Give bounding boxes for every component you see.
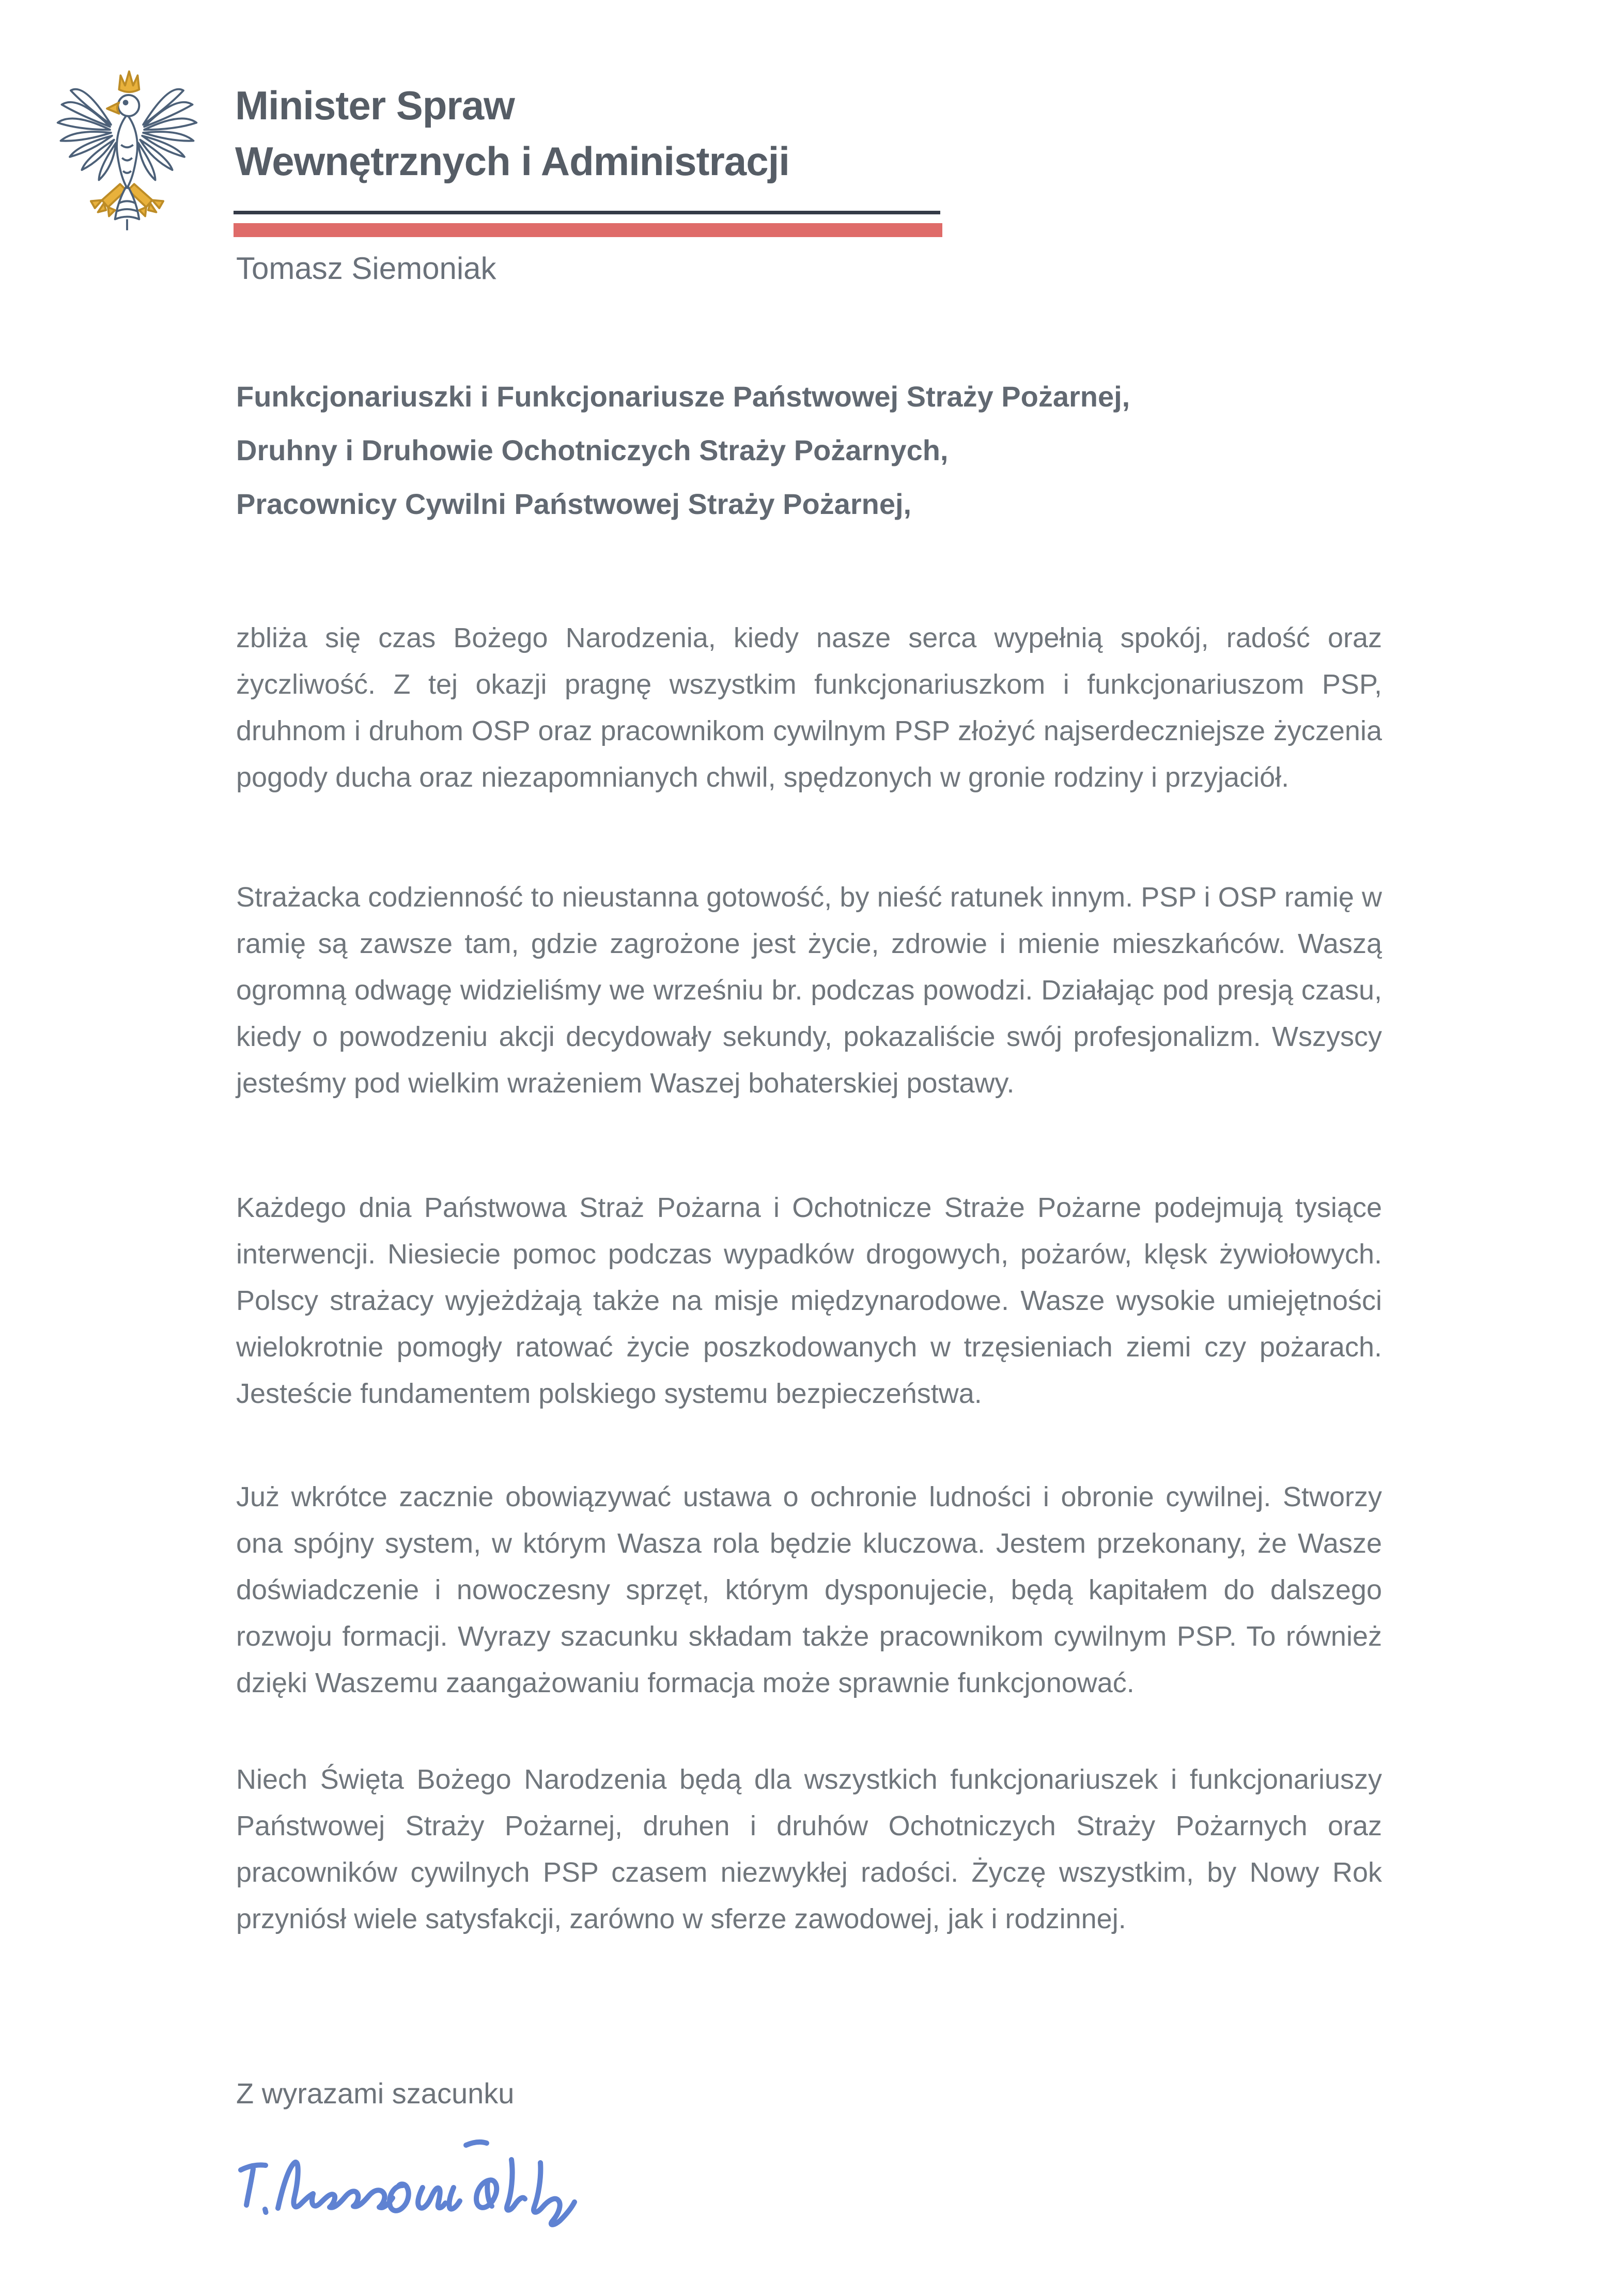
ministry-title-line1: Minister Spraw xyxy=(235,83,515,128)
handwritten-signature xyxy=(232,2136,604,2231)
minister-name: Tomasz Siemoniak xyxy=(236,251,496,286)
ministry-title-line2: Wewnętrznych i Administracji xyxy=(235,138,789,184)
ministry-title xyxy=(235,77,789,189)
salutation-line-3: Pracownicy Cywilni Państwowej Straży Pożarnej, xyxy=(236,488,912,520)
salutation-line-2: Druhny i Druhowie Ochotniczych Straży Pożarnych, xyxy=(236,434,949,466)
salutation-line-1: Funkcjonariuszki i Funkcjonariusze Państwowej Straży Pożarnej, xyxy=(236,380,1130,413)
divider-red-bar xyxy=(234,223,942,237)
letter-paragraph-4: Już wkrótce zacznie obowiązywać ustawa o ochronie ludności i obronie cywilnej. Stworzy ona spójny system, w którym Wasza rola będzie kluczowa. Jestem przekonany, że Wasze doświadczenie i nowoczesny sprzęt, którym dysponujecie, będą kapitałem do dalszego rozwoju formacji. Wyrazy szacunku składam także pracownikom cywilnym PSP. To również dzięki Waszemu zaangażowaniu formacja może sprawnie funkcjonować. xyxy=(236,1481,1382,1698)
divider-navy-line xyxy=(234,211,940,214)
valediction-text: Z wyrazami szacunku xyxy=(236,2077,515,2110)
letter-paragraph-2: Strażacka codzienność to nieustanna gotowość, by nieść ratunek innym. PSP i OSP ramię w ramię są zawsze tam, gdzie zagrożone jest życie, zdrowie i mienie mieszkańców. Waszą ogromną odwagę widzieliśmy we wrześniu br. podczas powodzi. Działając pod presją czasu, kiedy o powodzeniu akcji decydowały sekundy, pokazaliście swój profesjonalizm. Wszyscy jesteśmy pod wielkim wrażeniem Waszej bohaterskiej postawy. xyxy=(236,882,1382,1099)
letter-paragraph-5: Niech Święta Bożego Narodzenia będą dla wszystkich funkcjonariuszek i funkcjonariuszy Państwowej Straży Pożarnej, druhen i druhów Ochotniczych Straży Pożarnych oraz pracowników cywilnych PSP czasem niezwykłej radości. Życzę wszystkim, by Nowy Rok przyniósł wiele satysfakcji, zarówno w sferze zawodowej, jak i rodzinnej. xyxy=(236,1764,1382,1934)
polish-eagle-emblem xyxy=(52,66,203,237)
letter-paragraph-1: zbliża się czas Bożego Narodzenia, kiedy nasze serca wypełnią spokój, radość oraz życzliwość. Z tej okazji pragnę wszystkim funkcjonariuszkom i funkcjonariuszom PSP, druhnom i druhom OSP oraz pracownikom cywilnym PSP złożyć najserdeczniejsze życzenia pogody ducha oraz niezapomnianych chwil, spędzonych w gronie rodziny i przyjaciół. xyxy=(236,622,1382,793)
salutation-block xyxy=(236,370,1130,531)
letter-paragraph-3: Każdego dnia Państwowa Straż Pożarna i Ochotnicze Straże Pożarne podejmują tysiące interwencji. Niesiecie pomoc podczas wypadków drogowych, pożarów, klęsk żywiołowych. Polscy strażacy wyjeżdżają także na misje międzynarodowe. Wasze wysokie umiejętności wielokrotnie pomogły ratować życie poszkodowanych w trzęsieniach ziemi czy pożarach. Jesteście fundamentem polskiego systemu bezpieczeństwa. xyxy=(236,1192,1382,1409)
